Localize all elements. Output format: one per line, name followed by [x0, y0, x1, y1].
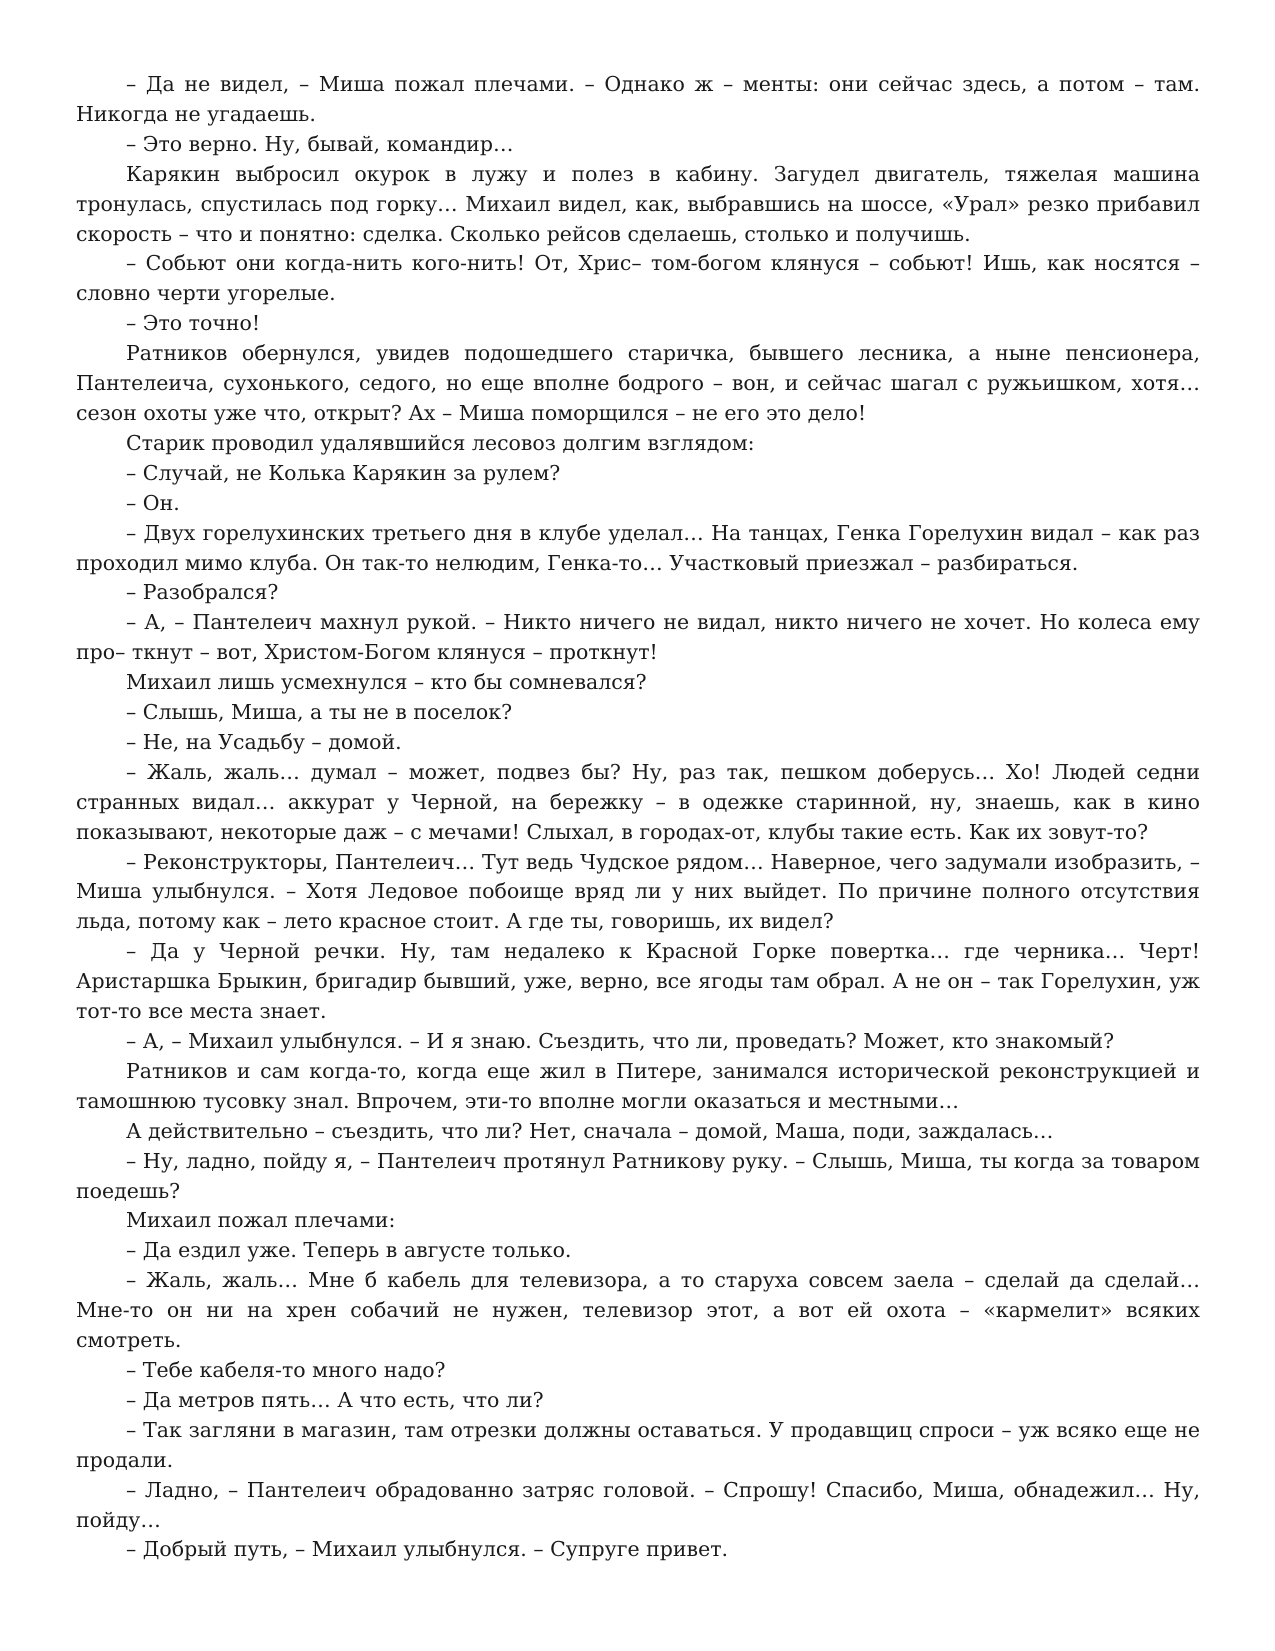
- paragraph: – А, – Пантелеич махнул рукой. – Никто ничего не видал, никто ничего не хочет. Но колеса ему про– ткнут – вот, Христом-Богом клянуся – проткнут!: [76, 610, 1200, 665]
- paragraph: Карякин выбросил окурок в лужу и полез в кабину. Загудел двигатель, тяжелая машина тронулась, спустилась под горку… Михаил видел, как, выбравшись на шоссе, «Урал» резко прибавил скорость – что и понятно: сделка. Сколько рейсов сделаешь, столько и получишь.: [76, 161, 1200, 246]
- paragraph: А действительно – съездить, что ли? Нет, сначала – домой, Маша, поди, заждалась…: [126, 1118, 1054, 1143]
- paragraph: – Да метров пять… А что есть, что ли?: [126, 1387, 544, 1412]
- paragraph: Михаил пожал плечами:: [126, 1208, 396, 1233]
- paragraph: – А, – Михаил улыбнулся. – И я знаю. Съездить, что ли, проведать? Может, кто знакомый?: [126, 1029, 1115, 1053]
- paragraph: – Он.: [126, 490, 180, 515]
- paragraph: – Тебе кабеля-то много надо?: [126, 1357, 446, 1382]
- paragraph: Ратников обернулся, увидев подошедшего старичка, бывшего лесника, а ныне пенсионера, Пантелеича, сухонького, седого, но еще вполне бодрого – вон, и сейчас шагал с ружьишком, хотя… сезон охоты уже что, открыт? Ах – Миша поморщился – не его это дело!: [76, 341, 1200, 425]
- document-page: [76, 70, 1200, 1565]
- paragraph: – Не, на Усадьбу – домой.: [126, 729, 402, 754]
- paragraph: – Добрый путь, – Михаил улыбнулся. – Супруге привет.: [126, 1537, 729, 1562]
- paragraph: Ратников и сам когда-то, когда еще жил в Питере, занимался исторической реконструкцией и тамошнюю тусовку знал. Впрочем, эти-то вполне могли оказаться и местными…: [76, 1058, 1200, 1113]
- paragraph: – Да ездил уже. Теперь в августе только.: [126, 1238, 572, 1263]
- paragraph: – Слышь, Миша, а ты не в поселок?: [126, 700, 513, 725]
- paragraph: – Это верно. Ну, бывай, командир…: [126, 131, 514, 156]
- paragraph: – Так загляни в магазин, там отрезки должны оставаться. У продавщиц спроси – уж всяко еще не продали.: [76, 1417, 1200, 1472]
- paragraph: – Да у Черной речки. Ну, там недалеко к Красной Горке повертка… где черника… Черт! Аристаршка Брыкин, бригадир бывший, уже, верно, все ягоды там обрал. А не он – так Горелухин, уж тот-то все места знает.: [76, 939, 1200, 1024]
- paragraph: – Случай, не Колька Карякин за рулем?: [126, 460, 561, 485]
- paragraph: – Жаль, жаль… Мне б кабель для телевизора, а то старуха совсем заела – сделай да сделай… Мне-то он ни на хрен собачий не нужен, телевизор этот, а вот ей охота – «кармелит» всяких смотреть.: [76, 1268, 1200, 1353]
- paragraph: – Собьют они когда-нить кого-нить! От, Хрис– том-богом клянуся – собьют! Ишь, как носятся – словно черти угорелые.: [76, 251, 1200, 306]
- paragraph: Михаил лишь усмехнулся – кто бы сомневался?: [126, 670, 647, 695]
- paragraph: – Ну, ладно, пойду я, – Пантелеич протянул Ратникову руку. – Слышь, Миша, ты когда за товаром поедешь?: [76, 1148, 1200, 1203]
- paragraph: – Это точно!: [126, 311, 261, 336]
- paragraph: – Ладно, – Пантелеич обрадованно затряс головой. – Спрошу! Спасибо, Миша, обнадежил… Ну, пойду…: [76, 1477, 1200, 1532]
- paragraph: – Да не видел, – Миша пожал плечами. – Однако ж – менты: они сейчас здесь, а потом – там. Никогда не угадаешь.: [76, 72, 1200, 126]
- paragraph: – Жаль, жаль… думал – может, подвез бы? Ну, раз так, пешком доберусь… Хо! Людей седни странных видал… аккурат у Черной, на бережку – в одежке старинной, ну, знаешь, как в кино показывают, некоторые даж – с мечами! Слыхал, в городах-от, клубы такие есть. Как их зовут-то?: [76, 759, 1200, 844]
- paragraph: – Двух горелухинских третьего дня в клубе уделал… На танцах, Генка Горелухин видал – как раз проходил мимо клуба. Он так-то нелюдим, Генка-то… Участковый приезжал – разбираться.: [76, 520, 1200, 575]
- paragraph: – Реконструкторы, Пантелеич… Тут ведь Чудское рядом… Наверное, чего задумали изобразить, – Миша улыбнулся. – Хотя Ледовое побоище вряд ли у них выйдет. По причине полного отсутствия льда, потому как – лето красное стоит. А где ты, говоришь, их видел?: [76, 849, 1200, 934]
- paragraph: Старик проводил удалявшийся лесовоз долгим взглядом:: [126, 430, 755, 455]
- paragraph: – Разобрался?: [126, 580, 279, 605]
